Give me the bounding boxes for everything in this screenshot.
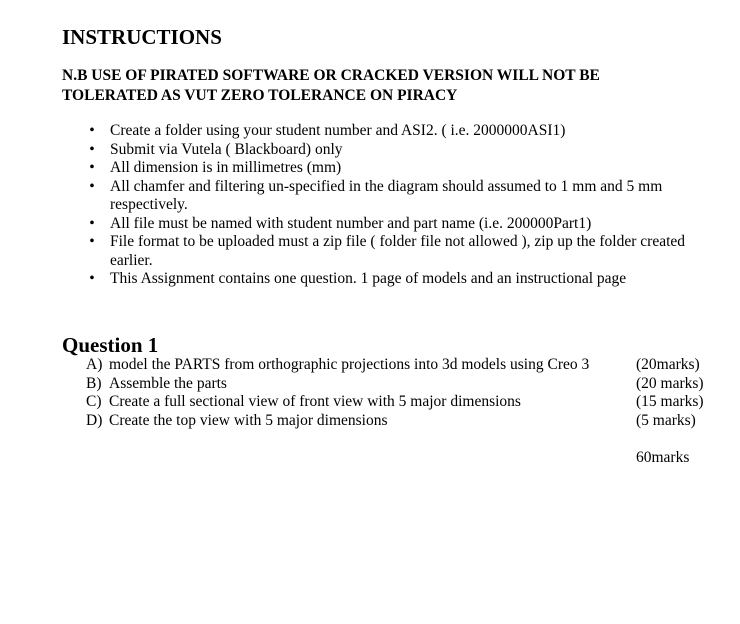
page-title: INSTRUCTIONS — [62, 25, 222, 49]
part-marks: (20marks) — [636, 356, 700, 373]
instruction-text: Create a folder using your student number and ASI2. ( i.e. 2000000ASI1) — [110, 122, 566, 139]
instruction-text: File format to be uploaded must a zip file ( folder file not allowed ), zip up the folder created earlier. — [110, 233, 686, 269]
list-item — [86, 178, 716, 215]
piracy-notice-line: TOLERATED AS VUT ZERO TOLERANCE ON PIRACY — [62, 87, 458, 104]
part-letter: A) — [86, 356, 103, 373]
question-title: Question 1 — [62, 333, 159, 357]
part-text: Assemble the parts — [109, 374, 227, 392]
instructions-list — [86, 122, 716, 289]
question-part — [86, 393, 716, 412]
question-parts-list — [86, 356, 716, 430]
part-marks: (15 marks) — [636, 393, 704, 410]
part-letter: C) — [86, 393, 102, 410]
part-marks: (20 marks) — [636, 374, 704, 392]
part-marks: (5 marks) — [636, 411, 696, 429]
part-text: Create the top view with 5 major dimensions — [109, 411, 388, 429]
list-item — [86, 122, 716, 141]
instruction-text: Submit via Vutela ( Blackboard) only — [110, 140, 343, 158]
bullet-icon: • — [89, 270, 95, 287]
list-item — [86, 141, 716, 160]
instruction-text: This Assignment contains one question. 1 page of models and an instructional page — [110, 270, 627, 287]
list-item — [86, 233, 716, 270]
question-part — [86, 375, 716, 394]
question-part — [86, 412, 716, 431]
bullet-icon: • — [89, 122, 95, 139]
bullet-icon: • — [89, 233, 95, 250]
part-letter: D) — [86, 411, 103, 429]
part-text: Create a full sectional view of front view with 5 major dimensions — [109, 393, 521, 410]
total-marks: 60marks — [636, 449, 690, 466]
bullet-icon: • — [89, 214, 95, 232]
instruction-text: All dimension is in millimetres (mm) — [110, 159, 342, 176]
instruction-text: All file must be named with student number and part name (i.e. 200000Part1) — [110, 214, 592, 232]
list-item — [86, 215, 716, 234]
list-item — [86, 159, 716, 178]
list-item — [86, 270, 716, 289]
bullet-icon: • — [89, 140, 95, 158]
instruction-text: All chamfer and filtering un-specified in the diagram should assumed to 1 mm and 5 mm respectively. — [110, 177, 663, 213]
bullet-icon: • — [89, 177, 95, 195]
part-text: model the PARTS from orthographic projections into 3d models using Creo 3 — [109, 356, 590, 373]
bullet-icon: • — [89, 159, 95, 176]
piracy-notice-line: N.B USE OF PIRATED SOFTWARE OR CRACKED VERSION WILL NOT BE — [62, 67, 600, 84]
part-letter: B) — [86, 374, 102, 392]
question-part — [86, 356, 716, 375]
piracy-notice — [62, 66, 662, 106]
